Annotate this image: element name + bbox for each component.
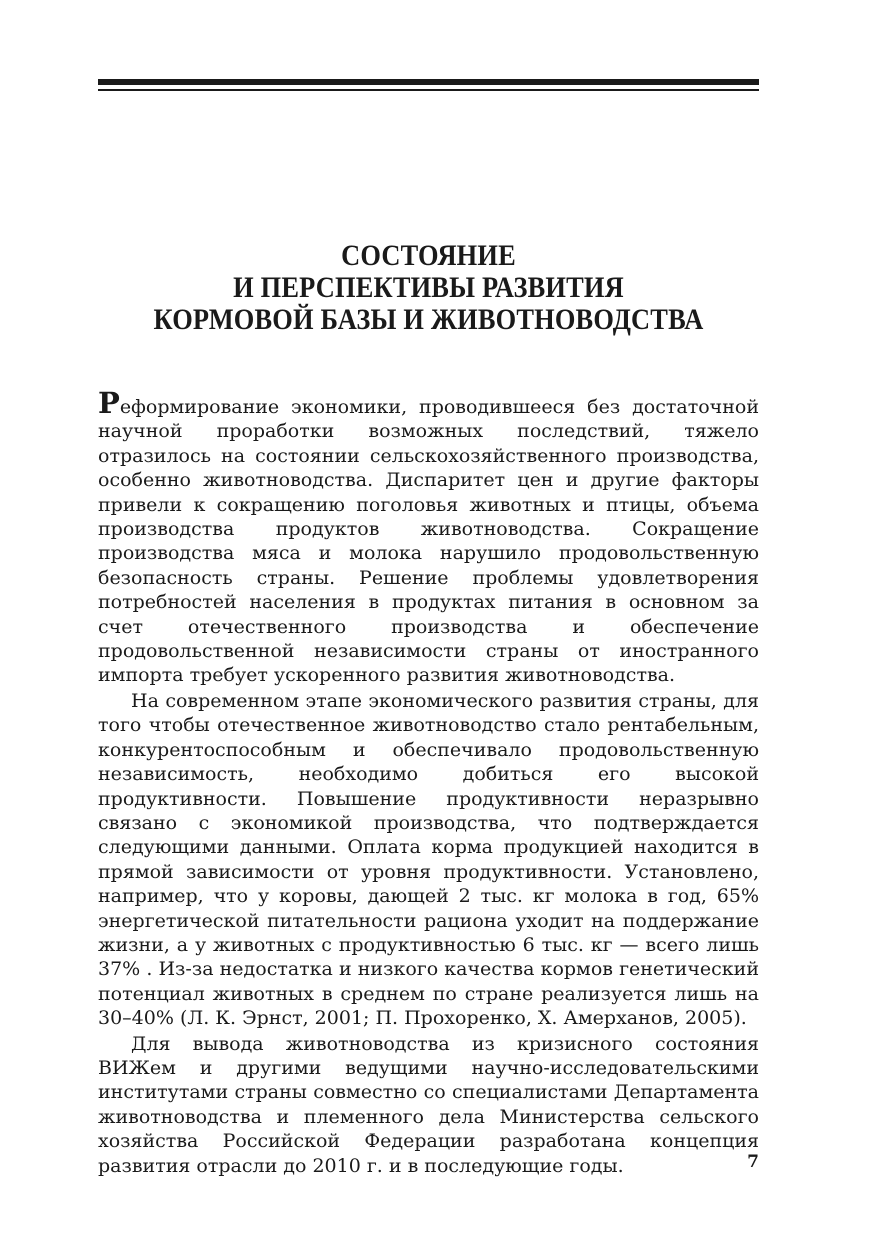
paragraph-1-text: еформирование экономики, проводившееся без достаточной научной проработки возможных последствий, тяжело отразилось на состоянии сельскохозяйственного производства, особенно животноводства. Диспаритет цен и другие факторы привели к сокращению поголовья животных и птицы, объема производства продуктов животноводства. Сокращение производства мяса и молока нарушило продовольственную безопасность страны. Решение проблемы удовлетворения потребностей населения в продуктах питания в основном за счет отечественного производства и обеспечение продовольственной независимости страны от иностранного импорта требует ускоренного развития животноводства. [98,396,759,687]
title-line-2: И ПЕРСПЕКТИВЫ РАЗВИТИЯ [233,271,624,304]
header-rule-thin [98,89,759,91]
title-line-3: КОРМОВОЙ БАЗЫ И ЖИВОТНОВОДСТВА [153,303,704,336]
paragraph-2: На современном этапе экономического развития страны, для того чтобы отечественное животноводство стало рентабельным, конкурентоспособным и обеспечивало продовольственную независимость, необходимо добиться его высокой продуктивности. Повышение продуктивности неразрывно связано с экономикой производства, что подтверждается следующими данными. Оплата корма продукцией находится в прямой зависимости от уровня продуктивности. Установлено, например, что у коровы, дающей 2 тыс. кг молока в год, 65% энергетической питательности рациона уходит на поддержание жизни, а у животных с продуктивностью 6 тыс. кг — всего лишь 37% . Из-за недостатка и низкого качества кормов генетический потенциал животных в среднем по стране реализуется лишь на 30–40% (Л. К. Эрнст, 2001; П. Прохоренко, Х. Амерханов, 2005). [98,689,759,1030]
header-rule-thick [98,79,759,85]
paragraph-1 [98,386,759,688]
page-number: 7 [747,1152,759,1172]
drop-cap: Р [98,386,120,420]
paragraph-3: Для вывода животноводства из кризисного состояния ВИЖем и другими ведущими научно-исследовательскими институтами страны совместно со специалистами Департамента животноводства и племенного дела Министерства сельского хозяйства Российской Федерации разработана концепция развития отрасли до 2010 г. и в последующие годы. [98,1032,759,1177]
chapter-title [138,240,720,336]
title-line-1: СОСТОЯНИЕ [341,239,516,272]
body-text [98,386,759,1178]
